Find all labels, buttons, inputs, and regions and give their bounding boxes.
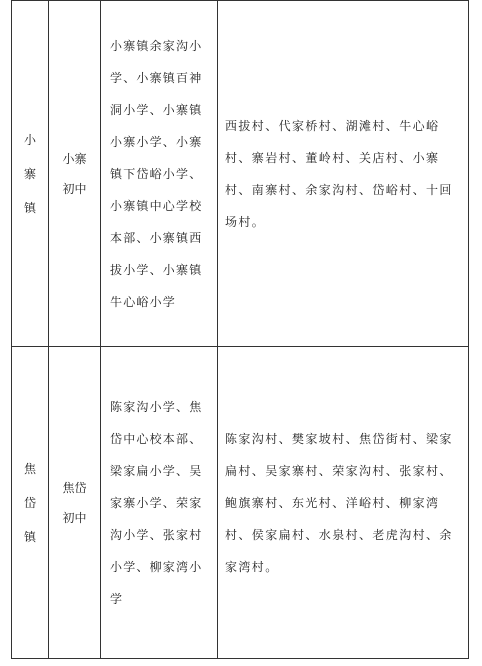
middle-school-name-line: 初中 xyxy=(62,181,87,196)
town-cell xyxy=(12,347,49,659)
primary-schools-cell xyxy=(101,347,218,659)
town-name xyxy=(12,123,48,225)
middle-school-cell xyxy=(49,347,101,659)
town-name xyxy=(12,452,48,554)
middle-school-name-line: 小寨 xyxy=(62,151,87,166)
middle-school-name-line: 焦岱 xyxy=(62,480,87,495)
town-cell xyxy=(12,1,49,347)
town-char: 镇 xyxy=(23,200,36,215)
town-char: 小 xyxy=(23,132,36,147)
table-row xyxy=(12,1,469,347)
villages-text: 西拔村、代家桥村、湖滩村、牛心峪村、寨岩村、董岭村、关店村、小寨村、南寨村、余家沟村、岱峪村、十回场村。 xyxy=(225,118,453,229)
document-page xyxy=(11,0,468,660)
villages-cell xyxy=(218,347,469,659)
town-char: 焦 xyxy=(23,461,36,476)
villages-cell xyxy=(218,1,469,347)
middle-school-name-line: 初中 xyxy=(62,510,87,525)
middle-school-cell xyxy=(49,1,101,347)
town-char: 镇 xyxy=(23,529,36,544)
primary-schools-cell xyxy=(101,1,218,347)
table-row xyxy=(12,347,469,659)
primary-schools-text: 陈家沟小学、焦岱中心校本部、梁家扁小学、吴家寨小学、荣家沟小学、张家村小学、柳家湾小学 xyxy=(110,399,203,606)
town-char: 寨 xyxy=(23,166,36,181)
school-district-table xyxy=(11,0,469,659)
town-char: 岱 xyxy=(23,495,36,510)
villages-text: 陈家沟村、樊家坡村、焦岱街村、梁家扁村、吴家寨村、荣家沟村、张家村、鲍旗寨村、东光村、洋峪村、柳家湾村、侯家扁村、水泉村、老虎沟村、余家湾村。 xyxy=(225,431,453,574)
primary-schools-text: 小寨镇余家沟小学、小寨镇百神洞小学、小寨镇小寨小学、小寨镇下岱峪小学、小寨镇中心学校本部、小寨镇西拔小学、小寨镇牛心峪小学 xyxy=(110,38,203,309)
